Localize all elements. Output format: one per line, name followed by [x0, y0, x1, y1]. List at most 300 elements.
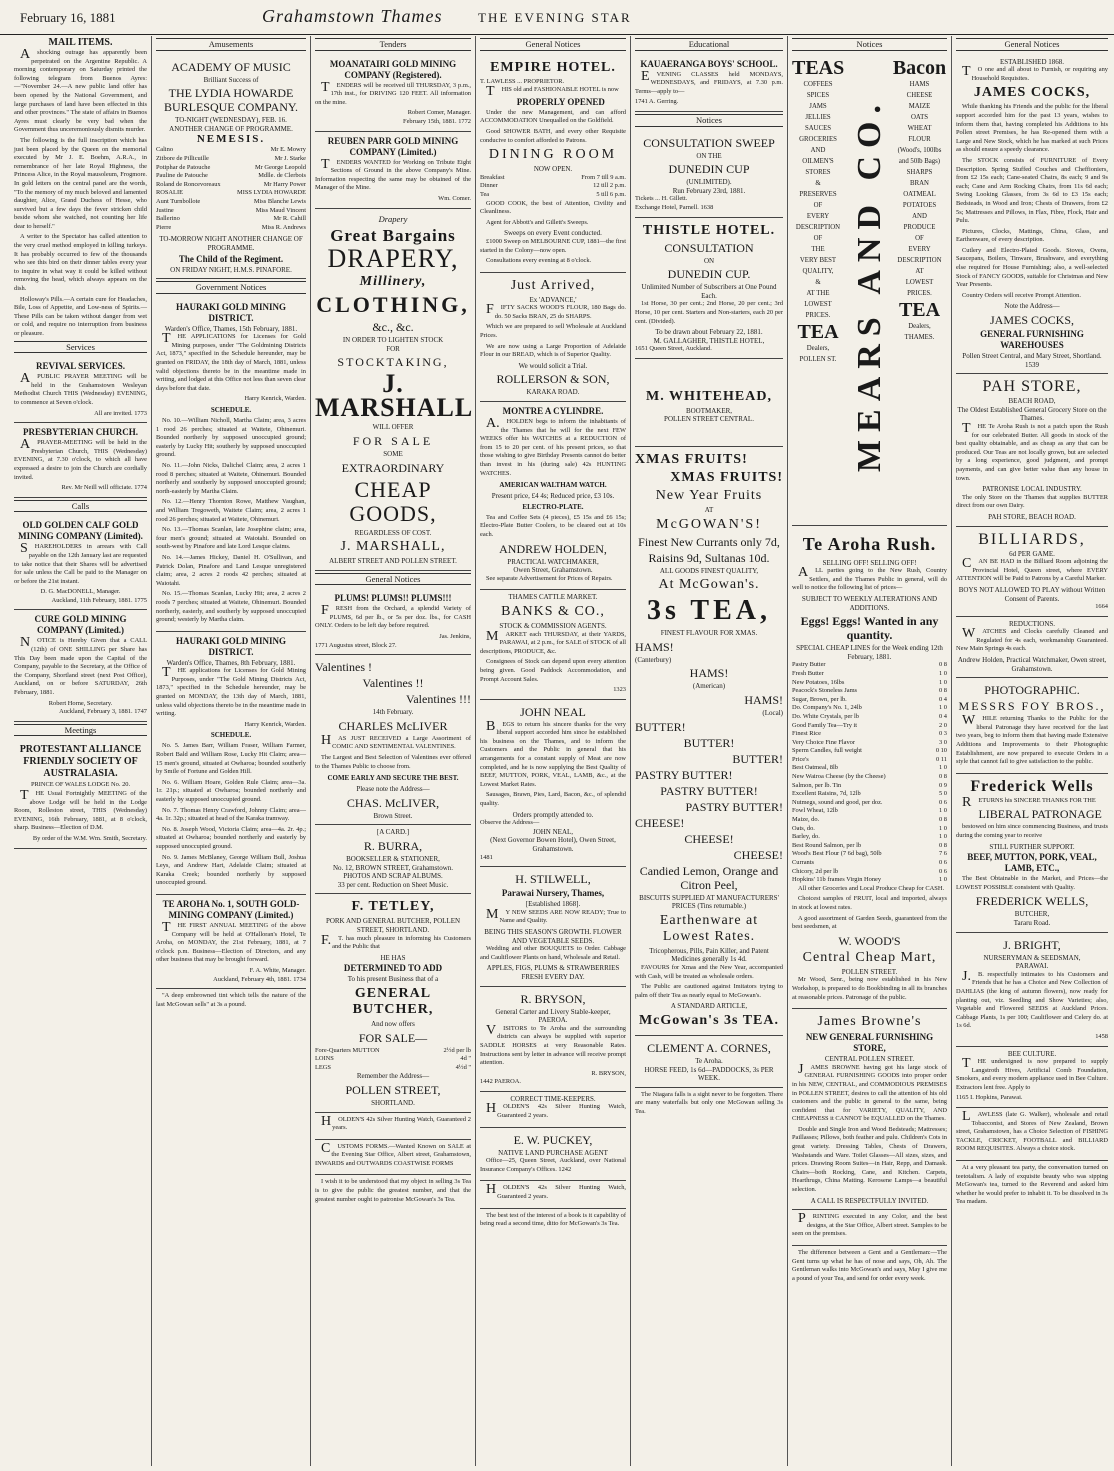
ad-plums: [315, 589, 471, 655]
ad-body: The Best Obtainable in the Market, and Prices—the LOWEST POSSIBLE consistent with Quality.: [956, 875, 1108, 891]
grocery-row-value: 2 0: [939, 721, 947, 729]
cast-row: [156, 224, 306, 233]
ad-body: FAVOURS for Xmas and the New Year, accompanied with Cash, will be treated as wholesale orders.: [635, 964, 783, 980]
ad-date: Warden's Office, Thames, 15th February, 1881.: [164, 324, 298, 333]
ad-signature: Harry Kenrick, Warden.: [244, 395, 306, 403]
ad-body: Office—25, Queen Street, Auckland, over National Insurance Company's Offices. 1242: [480, 1157, 626, 1173]
ad-body: While thanking his Friends and the public for the liberal support accorded him for the past 13 years, wishes to inform them that, having completed his Additions to his Pollen street Premises, he has Re-opened them with a Large and New Stock, which he has marked at such Prices as should ensure a speedy clearance.: [956, 103, 1108, 154]
ad-footer: February 15th, 1881. 1772: [403, 117, 471, 125]
ad-merchant: ANDREW HOLDEN,: [499, 541, 607, 556]
ad-holden-watch: [315, 1113, 471, 1140]
mears-left-list: [792, 57, 844, 365]
ad-body: All other Groceries and Local Produce Cheap for CASH.: [798, 884, 945, 892]
ad-signature: Andrew Holden, Practical Watchmaker, Owen street, Grahamstown.: [957, 656, 1107, 673]
filler-quote: At a very pleasant tea party, the conversation turned on teetotalism. A lady of exquisite beauty who was sipping McGowan's tea, turned to the Reverend and asked him whether he would prefer to inhabit it. To be dissolved in 3s Tea madam.: [956, 1164, 1108, 1206]
mears-list-item: Dealers,: [908, 322, 931, 330]
ad-heading: PROTESTANT ALLIANCE FRIENDLY SOCIETY OF AUSTRALASIA.: [19, 744, 142, 780]
section-header-meetings: Meetings: [14, 724, 147, 737]
ad-line: AMERICAN WALTHAM WATCH.: [499, 481, 607, 490]
schedule-entry: No. 7. Thomas Henry Crawford, Johnny Claim; area—4a. 1r. 32p.; situated at head of the Karaka tramway.: [156, 806, 306, 823]
ad-heading: R. BURRA,: [363, 839, 423, 853]
ad-line: HAMS!: [635, 639, 674, 654]
grocery-row-value: 0 6: [939, 859, 947, 866]
ad-line: Te Aroha.: [695, 1056, 723, 1065]
grocery-row: [792, 807, 947, 816]
ad-line: CENTRAL POLLEN STREET.: [824, 1055, 915, 1064]
grocery-row: [792, 747, 947, 756]
ad-company-name: THE LYDIA HOWARDE BURLESQUE COMPANY.: [163, 86, 299, 115]
ad-signature: D. G. MacDONELL, Manager.: [40, 588, 121, 596]
ad-merchant: MESSRS FOY BROS.,: [958, 699, 1106, 714]
price-row-value: 4½d ": [455, 1063, 471, 1071]
ad-line: Valentines !!!: [406, 692, 471, 707]
section-header-calls: Calls: [14, 500, 147, 513]
ad-line: BEACH ROAD,: [1008, 397, 1056, 406]
mears-list-item: AND: [912, 212, 927, 220]
column-1: [10, 36, 152, 1466]
page-columns: [0, 36, 1114, 1471]
ad-body: Wedding and other BOUQUETS to Order. Cabbage and Cauliflower Plants on hand, Wholesale and Retail.: [480, 945, 626, 961]
grocery-row-label: Pastry Butter: [792, 661, 826, 669]
ad-kauaeranga-school: [635, 55, 783, 112]
ad-line: Sweeps on every Event conducted.: [504, 229, 602, 238]
ad-moanatairi: [315, 55, 471, 132]
meal-times: [480, 174, 626, 200]
ad-line: [Established 1868].: [525, 900, 581, 909]
ad-time-keepers: [480, 1092, 626, 1128]
ad-body: Cutlery and Electro-Plated Goods. Stoves, Ovens, Saucepans, Boilers, Tinware, Brushware, and everything else required for House Furnishing; also, a well-selected Stock of FANCY GOODS, suitable for Christmas and New Year Presents.: [956, 246, 1108, 289]
ad-heading: James Browne's: [817, 1014, 922, 1030]
ad-heading: TE AROHA No. 1, SOUTH GOLD-MINING COMPANY (Limited.): [162, 898, 300, 920]
cast-row-label: Pierre: [156, 223, 172, 231]
ad-tetley: [315, 894, 471, 1112]
ad-line: PASTRY BUTTER!: [660, 783, 758, 798]
ad-footer: 1323: [613, 686, 626, 694]
ad-bryson: [480, 987, 626, 1092]
ad-heading: PLUMS! PLUMS!! PLUMS!!!: [334, 593, 452, 604]
ad-line: To be drawn about February 22, 1881.: [655, 328, 763, 337]
mears-list-item: AT: [915, 267, 924, 275]
mears-list-item: LOWEST: [905, 278, 934, 286]
mears-list-item: THE: [811, 245, 825, 253]
ad-line: ON THE: [696, 151, 722, 160]
ad-body: J.B. respectfully intimates to his Customers and Friends that he has a Choice and New Collection of DAHLIAS (the king of autumn flowers), now ready for planting out, viz. Seedling and Show Varieties; also, Vegetable and Flowered SEEDS at Auckland Prices. Cabbage Plants, 1s per 100; Cauliflower and Celery do. at 1s 6d.: [956, 968, 1108, 1030]
ad-heading: M. WHITEHEAD,: [646, 388, 772, 404]
mears-list-item: &: [815, 278, 821, 286]
ad-footer: All are invited. 1773: [94, 409, 147, 417]
ad-te-aroha-rush: [792, 526, 947, 1010]
ad-line: GENERAL FURNISHING WAREHOUSES: [980, 329, 1084, 351]
ad-line: 6d PER GAME.: [1009, 549, 1055, 558]
ad-line: NURSERYMAN & SEEDSMAN,: [983, 953, 1081, 962]
ad-line: Note the Address—: [1004, 302, 1060, 311]
cast-row-label: Zitbore de Pillicuille: [156, 154, 209, 162]
ad-line: Valentines !: [315, 660, 372, 675]
ad-body: 1st Horse, 30 per cent.; 2nd Horse, 20 per cent.; 3rd Horse, 10 per cent. Starters and Non-starters, each 20 per cent. (Divided).: [635, 300, 783, 325]
ad-heading: REVIVAL SERVICES.: [35, 361, 126, 372]
meal-row-value: 5 till 6 p.m.: [596, 190, 626, 198]
ad-heading: MONTRE A CYLINDRE.: [502, 406, 604, 417]
ad-line: Brilliant Success of: [203, 75, 259, 84]
ad-line: Parawai Nursery, Thames,: [501, 888, 605, 899]
ad-body: The STOCK consists of FURNITURE of Every Description. Spring Stuffed Couches and Cheffioniers, from £2 15s each; Cane-seated Chairs, 8s each; 9 and 9s each; Cane and Arm Rocking Chairs, from 11s 6d each; Swing Looking Glasses, from 3s 6d to £3 15s each; Bedsteads, in Wood and Iron; Chests of Drawers, from £2 5s; Mattresses and Pillows, in Flax, Fibre, Flock, Hair and Pulu.: [956, 156, 1108, 225]
ad-line: IN ORDER TO LIGHTEN STOCK: [342, 336, 444, 345]
cast-row-label: Justine: [156, 206, 174, 214]
ad-line: SOME: [383, 449, 403, 458]
grocery-row-value: 1 0: [939, 876, 947, 884]
ad-line: No. 12, BROWN STREET, Grahamstown.: [332, 863, 454, 872]
ad-line: HAMS!: [689, 666, 729, 681]
ad-line: XMAS FRUITS!: [635, 452, 748, 468]
ad-line: NATIVE LAND PURCHASE AGENT: [498, 1148, 608, 1157]
ad-merchant: J. MARSHALL: [315, 369, 474, 423]
ad-body: Consultations every evening at 8 o'clock.: [486, 257, 592, 265]
ad-line: PARAWAI.: [1015, 962, 1049, 971]
section-header-government: Government Notices: [156, 281, 306, 294]
grocery-row-label: Excellent Raisins, 7d, 12lb: [792, 790, 861, 798]
schedule-entry: No. 15.—Thomas Scanlan, Lucky Hit; area, 2 acres 2 roods 7 perches; situated at Waitete, Ohinemuri. Bounded northerly, easterly, and southerly by supposed unoccupied ground; westerly by Martha claim.: [156, 590, 306, 624]
ad-body: WHILE returning Thanks to the Public for the liberal Patronage they have received for the last two years, beg to inform them that having made Extensive Additions and Improvements to their Photographic Establishment, are now prepared to execute Orders in a style that cannot fail to give satisfaction to the public.: [956, 713, 1108, 766]
ad-body: CAN BE HAD in the Billiard Room adjoining the Provincial Hotel, Queen street, where EVERY ATTENTION will be Paid to Patrons by a Careful Marker.: [956, 556, 1108, 583]
ad-line: POLLEN STREET CENTRAL.: [664, 415, 754, 424]
grocery-price-list: [792, 661, 947, 884]
ad-footer: Auckland, February 4th, 1881. 1734: [213, 975, 306, 983]
mears-list-item: PRESERVES: [799, 190, 837, 198]
ad-line: FINEST FLAVOUR FOR XMAS.: [660, 629, 758, 638]
ad-line: CHEESE!: [684, 831, 734, 846]
newspaper-title: THE EVENING STAR: [478, 10, 632, 25]
ad-te-aroha-mining: [156, 895, 306, 989]
ad-puckey: [480, 1128, 626, 1182]
ad-body: RETURNS his SINCERE THANKS FOR THE: [962, 794, 1096, 810]
ad-signature: Harry Kenrick, Warden.: [244, 720, 306, 728]
ad-line: The Oldest Established General Grocery Store on the Thames.: [957, 405, 1107, 423]
ad-body: HOLDEN'S 42s Silver Hunting Watch, Guaranteed 2 years.: [486, 1101, 626, 1120]
ad-line: ON FRIDAY NIGHT, H.M.S. PINAFORE.: [170, 265, 292, 274]
ad-heading: BILLIARDS,: [978, 530, 1086, 548]
grocery-row: [792, 799, 947, 808]
mears-list-item: EVERY: [908, 245, 931, 253]
ad-body: Pictures, Clocks, Mattings, China, Glass, and Earthenware, of every description.: [956, 227, 1108, 244]
mears-list-item: OILMEN'S: [802, 157, 834, 165]
mears-list-item: SPICES: [806, 91, 830, 99]
mears-list-item: DESCRIPTION: [897, 256, 942, 264]
mears-list-item: POLLEN ST.: [799, 355, 837, 363]
ad-heading: HAURAKI GOLD MINING DISTRICT.: [175, 635, 286, 657]
ad-customs-forms: [315, 1140, 471, 1176]
ad-body: TENDERS WANTED for Working on Tribute Eight Sections of Ground in the above Company's Mine. Information respecting the same may be obtained of the Manager of the Mine.: [315, 156, 471, 192]
ad-line: ON: [703, 256, 715, 265]
ad-line: DUNEDIN CUP: [668, 162, 750, 177]
schedule-entry: No. 5. James Barr, William Fraser, William Farmer, Robert Bald and William Rose, Lucky Hit Claim; area—15 men's ground, situated at Owharoa; bounded southerly by Smile of Fortune and Golden Hill.: [156, 742, 306, 776]
mears-list-item: CHEESE: [906, 91, 933, 99]
mears-list-item: VERY BEST: [799, 256, 837, 264]
ad-heading: E. W. PUCKEY,: [513, 1132, 593, 1147]
ad-merchant: ROLLERSON & SON,: [496, 372, 610, 387]
ad-body: A.HOLDEN begs to inform the inhabitants of the Thames that he will for the next FEW WEEKS offer his WATCHES at a REDUCTION of from 15 to 20 per cent. of his present prices, so that those wishing to give Birthday Presents cannot do better than invest in his (during sale) 42s HUNTING WATCHES.: [480, 416, 626, 477]
ad-body: See separate Advertisement for Prices of Repairs.: [486, 574, 613, 582]
ad-line: Valentines !!: [362, 676, 424, 691]
ad-signature: F. A. White, Manager.: [249, 966, 306, 974]
ad-body: GOOD COOK, the best of Attention, Civility and Cleanliness.: [480, 199, 626, 216]
ad-cure-gold-mining: [14, 610, 147, 721]
cast-row-label: ROSALIE: [156, 189, 183, 197]
grocery-row-value: 0 3: [939, 730, 947, 738]
ad-line: Earthenware at Lowest Rates.: [659, 912, 759, 944]
ad-heading: BEE CULTURE.: [1007, 1049, 1057, 1058]
ad-line: General Carter and Livery Stable-keeper, PAEROA.: [495, 1007, 611, 1025]
mail-items-heading: MAIL ITEMS.: [48, 37, 113, 48]
mears-list-item: QUALITY,: [802, 267, 834, 275]
ad-body: The Largest and Best Selection of Valentines ever offered to the Thames Public to choose from.: [315, 754, 471, 770]
filler-quote: The Niagara falls is a sight never to be forgotten. There are many waterfalls but only one McGowan selling 3s Tea.: [635, 1090, 783, 1115]
grocery-row: [792, 756, 947, 765]
ad-line: ALL GOODS FINEST QUALITY,: [659, 566, 759, 575]
ad-line: NEW GENERAL FURNISHING STORE,: [805, 1032, 934, 1054]
ad-line: McGowan's 3s TEA.: [638, 1012, 780, 1028]
ad-heading: Great Bargains: [330, 226, 456, 246]
ad-date: Warden's Office, Thames, 8th February, 1881.: [166, 658, 296, 667]
grocery-row-label: Chicory, 2d per lb: [792, 867, 839, 875]
section-header-educational: Educational: [635, 38, 783, 51]
mears-list-item: TEAS: [792, 56, 845, 79]
grocery-row-value: 0 6: [939, 867, 947, 875]
ad-body: MY NEW SEEDS ARE NOW READY; True to Name and Quality.: [486, 906, 626, 925]
ad-body: A good assortment of Garden Seeds, guaranteed from the best seedsmen, at: [792, 914, 947, 931]
ad-heading: BANKS & CO.,: [501, 603, 605, 619]
ad-line: BOYS NOT ALLOWED TO PLAY without Written Consent of Parents.: [958, 585, 1106, 603]
grocery-row-value: 1 0: [939, 833, 947, 841]
ad-line: WILL OFFER: [372, 423, 414, 432]
ad-line: KARAKA ROAD.: [526, 388, 580, 397]
ad-line: GENERAL BUTCHER,: [352, 985, 434, 1017]
ad-line: CHEESE!: [733, 847, 783, 862]
section-header-services: Services: [14, 341, 147, 354]
grocery-row-value: 0 4: [939, 695, 947, 703]
ad-body: FRESH from the Orchard, a splendid Variety of PLUMS, 6d per lb., or 5s per doz. lbs., for CASH ONLY. Orders to be left day before required.: [315, 603, 471, 630]
ad-drapery: [315, 209, 474, 571]
grocery-row: [792, 825, 947, 834]
grocery-row-value: 0 6: [939, 798, 947, 806]
meat-price-list: [315, 1047, 471, 1073]
ad-body: VISITORS to Te Aroha and the surrounding districts can always be supplied with superior SADDLE HORSES at very Reasonable Rates. Instructions sent by letter in advance will receive prompt attention.: [480, 1022, 626, 1067]
grocery-row-value: 1 0: [939, 824, 947, 832]
ad-frederick-wells: [956, 774, 1108, 933]
ad-line: CONSULTATION: [664, 240, 754, 255]
ad-line: PORK AND GENERAL BUTCHER, POLLEN STREET, SHORTLAND.: [325, 917, 461, 934]
mears-list-item: LOWEST: [804, 300, 832, 308]
ad-line: STOCK & COMMISSION AGENTS.: [499, 621, 607, 630]
price-row-label: LEGS: [315, 1063, 331, 1071]
ad-heading: CURE GOLD MINING COMPANY (Limited.): [34, 614, 127, 636]
ad-footer: Auckland, February 3, 1881. 1747: [59, 708, 147, 716]
ad-body: THE FIRST ANNUAL MEETING of the above Company will be held at O'Halloran's Hotel, Te Aroha, on MONDAY, the 21st February, 1881, at 7 o'clock p.m. Business—Election of Directors, and any other business that may be brought forward.: [156, 919, 306, 964]
ad-thistle-hotel: [635, 218, 783, 359]
ad-line: SPECIAL CHEAP LINES for the Week ending 12th February, 1881.: [796, 644, 943, 661]
ad-line: Millinery,: [359, 274, 427, 290]
grocery-row: [792, 816, 947, 825]
ad-line: (Next Governor Bowen Hotel), Owen Street, Grahamstown.: [490, 836, 616, 853]
ad-line: AT: [704, 506, 714, 515]
ad-line: Raisins 9d, Sultanas 10d.: [648, 550, 770, 565]
mears-list-item: (Wood's, 100lbs: [897, 146, 942, 154]
meal-row: [480, 191, 626, 200]
ad-line: LIBERAL PATRONAGE: [978, 807, 1102, 822]
column-7: [952, 36, 1112, 1466]
ad-line: The Child of the Regiment.: [178, 253, 284, 264]
ad-body: F.T. has much pleasure in informing his Customers and the Public that: [321, 932, 471, 951]
schedule-entry: No. 12.—Henry Thornton Rowe, Matthew Vaughan, and William Tregoweth, Waitete Claim; area, 2 acres 1 rood 26 perches; situated at Waitete, Ohinemuri.: [156, 498, 306, 523]
grocery-row-value: 1 0: [939, 807, 947, 815]
ad-body: ALL parties going to the New Rush, Country Settlers, and the Thames Public in general, will do well to notice the following list of prices—: [792, 565, 947, 592]
mears-name: MEARS AND CO.: [850, 97, 888, 473]
grocery-row: [792, 790, 947, 799]
ad-heading: CORRECT TIME-KEEPERS.: [510, 1094, 596, 1103]
ad-lawless: [956, 1108, 1108, 1161]
price-row-label: LOINS: [315, 1055, 334, 1063]
ad-label: Drapery: [378, 213, 408, 224]
ad-line: PROPERLY OPENED: [516, 96, 605, 107]
schedule-entry: No. 9. James McBlaney, George William Bull, Joshua Leys, and Andrew Hart, Adelaide Claim; situated at Karaka Creek; bounded northerly by supposed unoccupied ground.: [156, 853, 306, 887]
grocery-row-label: Good Family Tea—Try it: [792, 721, 858, 729]
cast-row: [156, 198, 306, 207]
mears-list-item: THAMES.: [904, 333, 935, 341]
grocery-row: [792, 722, 947, 731]
ad-heading: EMPIRE HOTEL.: [490, 59, 616, 75]
ad-reuben-parr: [315, 132, 471, 209]
article-paragraph: The following is the full inscription which has just been placed by the Queen on the memorial executed by Mr J. E. Boehm, A.R.A., in remembrance of her late Royal Highness, the Princess Alice, in the Royal mausoleum, Frogmore. In gold letters on the central panel are the words, "To the memory of my much beloved and lamented daughter, Alice, Grand Duchess of Hesse, who survived but a few days the fever stricken child beside whom she watched, not counting her life dear to herself.": [14, 136, 147, 230]
mears-list-item: COFFEES: [803, 80, 833, 88]
ad-line: Central Cheap Mart,: [802, 949, 937, 965]
grocery-row: [792, 670, 947, 679]
ad-line: And now offers: [371, 1019, 415, 1028]
mears-list-item: OF: [915, 234, 924, 242]
ad-line: DUNEDIN CUP.: [667, 267, 751, 282]
meal-row-label: Tea: [480, 190, 490, 198]
ad-heading: Te Aroha Rush.: [802, 533, 937, 554]
cast-row-label: Calino: [156, 146, 174, 154]
ad-hauraki-2: [156, 632, 306, 895]
ad-line: CHAS. McLIVER,: [346, 795, 440, 810]
ad-line: Finest New Currants only 7d,: [638, 534, 780, 549]
ad-merchant: JAMES COCKS,: [989, 313, 1075, 328]
cast-row-value: Mr Harry Power: [263, 180, 306, 188]
meal-row-value: From 7 till 9 a.m.: [581, 173, 626, 181]
mears-list-item: PRICES.: [907, 289, 932, 297]
ad-valentines: [315, 655, 471, 825]
ad-merchant: McGOWAN'S!: [656, 516, 762, 532]
mears-list-item: AND: [810, 146, 826, 154]
grocery-row-label: Salmon, per lb. Tin: [792, 781, 842, 789]
ad-body: THE Te Aroha Rush is not a patch upon the Rush for our celebrated Butter. All goods in stock of the best quality obtainable, and as cheap as any that can be produced. Our Teas are not locally grown, but are selected by a long experience, good judgment, and prompt payments, and can give better value than any house in town.: [956, 421, 1108, 482]
cast-row: [156, 164, 306, 173]
article-paragraph: A writer to the Spectator has called attention to the very cruel method employed in killing turkeys. It has probably occurred to few of the thousands who see this bird on their dinner tables every year to inquire in what way it could be killed without removing the head, which always appears on the dish.: [14, 233, 147, 293]
ad-heading: PAH STORE,: [982, 378, 1082, 396]
section-header-notices: Notices: [635, 114, 783, 127]
ad-line: To his present Business that of a: [347, 975, 439, 984]
column-6: [788, 36, 952, 1466]
ad-heading: CLEMENT A. CORNES,: [647, 1040, 771, 1055]
ad-body: We are now using a Large Proportion of Adelaide Flour in our BREAD, which is of Superior Quality.: [480, 342, 626, 359]
ad-body: PRINTING executed in any Color, and the best designs, at the Star Office, Albert street. Samples to be seen on the premises.: [792, 1211, 947, 1238]
ad-line: PASTRY BUTTER!: [685, 799, 783, 814]
grocery-row-label: New Potatoes, 16lbs: [792, 678, 845, 686]
mears-list-item: WHEAT: [907, 124, 932, 132]
grocery-row-label: Do. Company's No. 1, 24lb: [792, 704, 862, 712]
mears-list-item: PRICES.: [805, 311, 831, 319]
cast-row-label: Aunt Turnbollote: [156, 197, 201, 205]
cast-row: [156, 207, 306, 216]
grocery-row-label: Very Choice Fine Flavor: [792, 738, 856, 746]
ad-holden-watch: [480, 1181, 626, 1208]
ad-old-golden-calf: [14, 516, 147, 610]
cast-row-label: Potiphar de Patouche: [156, 163, 211, 171]
grocery-row-value: 1 0: [939, 704, 947, 712]
ad-line: BUTCHER,: [1014, 910, 1050, 919]
schedule-entry: No. 10.—William Nicholl, Martha Claim; area, 3 acres 1 rood 26 perches; situated at Waitete, Ohinemuri. Bounded northerly by supposed unoccupied ground; easterly by Lucky Hit; southerly by supposed unoccupied ground.: [156, 417, 306, 459]
cast-row-value: Miss Maud Vincent: [255, 206, 306, 214]
ad-footer: 1442 PAEROA.: [480, 1078, 521, 1086]
cast-row-value: Miss R. Andrews: [261, 223, 306, 231]
ad-billiards: [956, 527, 1108, 617]
grocery-row-label: Fresh Butter: [792, 669, 824, 677]
ad-bee-culture: [956, 1047, 1108, 1109]
price-row: [315, 1055, 471, 1064]
ad-footer: By order of the W.M. Wm. Smith, Secretary.: [32, 834, 147, 842]
schedule-entry: No. 8. Joseph Wood, Victoria Claim; area—4a. 2r. 4p.; situated at Owharoa; bounded northerly and easterly by supposed unoccupied ground.: [156, 825, 306, 850]
ad-line: STOCKTAKING,: [337, 355, 449, 370]
article-paragraph: Ashocking outrage has apparently been perpetrated on the Argentine Republic. A morning contemporary on Saturday printed the following telegram from Buenos Ayres:—"November 24.—A new public land offer has been opened by the National Government, and large purchases of land have been effected in this and other provinces." The state of affairs in Buenos Ayres must clearly be very bad when the Government thus unceremoniously dismits murder.: [14, 47, 147, 134]
price-row-value: 2½d per lb: [443, 1046, 471, 1054]
ad-line: (American): [692, 682, 726, 691]
grocery-row-label: Do. White Crystals, per lb: [792, 712, 859, 720]
ad-line: STILL FURTHER SUPPORT.: [989, 842, 1075, 851]
ad-body: Country Orders will receive Prompt Attention.: [962, 291, 1081, 299]
ad-burra: [315, 825, 471, 894]
ad-line: EXTRAORDINARY: [341, 460, 445, 475]
grocery-row-value: 1 0: [939, 669, 947, 677]
ad-printing: [792, 1210, 947, 1246]
mears-list-item: MAIZE: [908, 102, 931, 110]
ad-james-browne: [792, 1009, 947, 1210]
price-row-label: Fore-Quarters MUTTON: [315, 1046, 380, 1054]
ad-presbyterian-church: [14, 423, 147, 498]
mears-list-item: JELLIES: [805, 113, 831, 121]
mears-list-item: OATMEAL: [903, 190, 936, 198]
ad-line: BEEF, MUTTON, PORK, VEAL, LAMB, ETC.,: [967, 852, 1097, 874]
ad-line: PRACTICAL WATCHMAKER,: [507, 557, 599, 566]
section-header-general: General Notices: [480, 38, 626, 51]
ad-photographic: [956, 678, 1108, 774]
cast-row-label: Pauline de Patouche: [156, 172, 208, 180]
grocery-row-value: 0 11: [936, 755, 947, 763]
ad-heading: HAURAKI GOLD MINING DISTRICT.: [175, 301, 286, 323]
ad-signature: Robert Horne, Secretary.: [48, 699, 113, 707]
mears-list-item: SHARPS: [906, 168, 933, 176]
mears-list-item: OATS: [911, 113, 928, 121]
ad-empire-hotel: [480, 55, 626, 273]
ad-body: THE Usual Fortnightly MEETING of the above Lodge will be held in the Lodge Room, Rolleston street, THIS (Wednesday) EVENING, 16th February, 1881, at 8 o'clock, sharp. Business—Election of D.M.: [14, 788, 147, 832]
ad-line: &c., &c.: [372, 320, 414, 335]
grocery-row-value: 1 0: [939, 678, 947, 686]
grocery-row: [792, 730, 947, 739]
grocery-row-label: Finest Rice: [792, 730, 821, 738]
ad-body: FIFTY SACKS WOOD'S FLOUR, 180 Bags do. do. 50 Sacks BRAN, 25 do SHARPS.: [486, 302, 626, 320]
price-row-value: 4d ": [460, 1055, 471, 1063]
ad-body: Double and Single Iron and Wood Bedsteads; Mattresses; Paillasses; Pillows, both feather and pulu. Children's Cots in great variety. Dressing Tables, Chests of Drawers, Washstands and Ware. Toilet Glasses—All sizes, sizes, and prices. Drawing Room Suites—in Hair, Repp, and Damask. Chairs—both Rocking, Cane, and Kitchen. Carpets, Hearthrugs, China Matting. Kerosene Lamps—a beautiful selection.: [792, 1125, 947, 1194]
mears-list-item: SAUCES: [804, 124, 832, 132]
mears-list-item: GROCERIES: [799, 135, 837, 143]
